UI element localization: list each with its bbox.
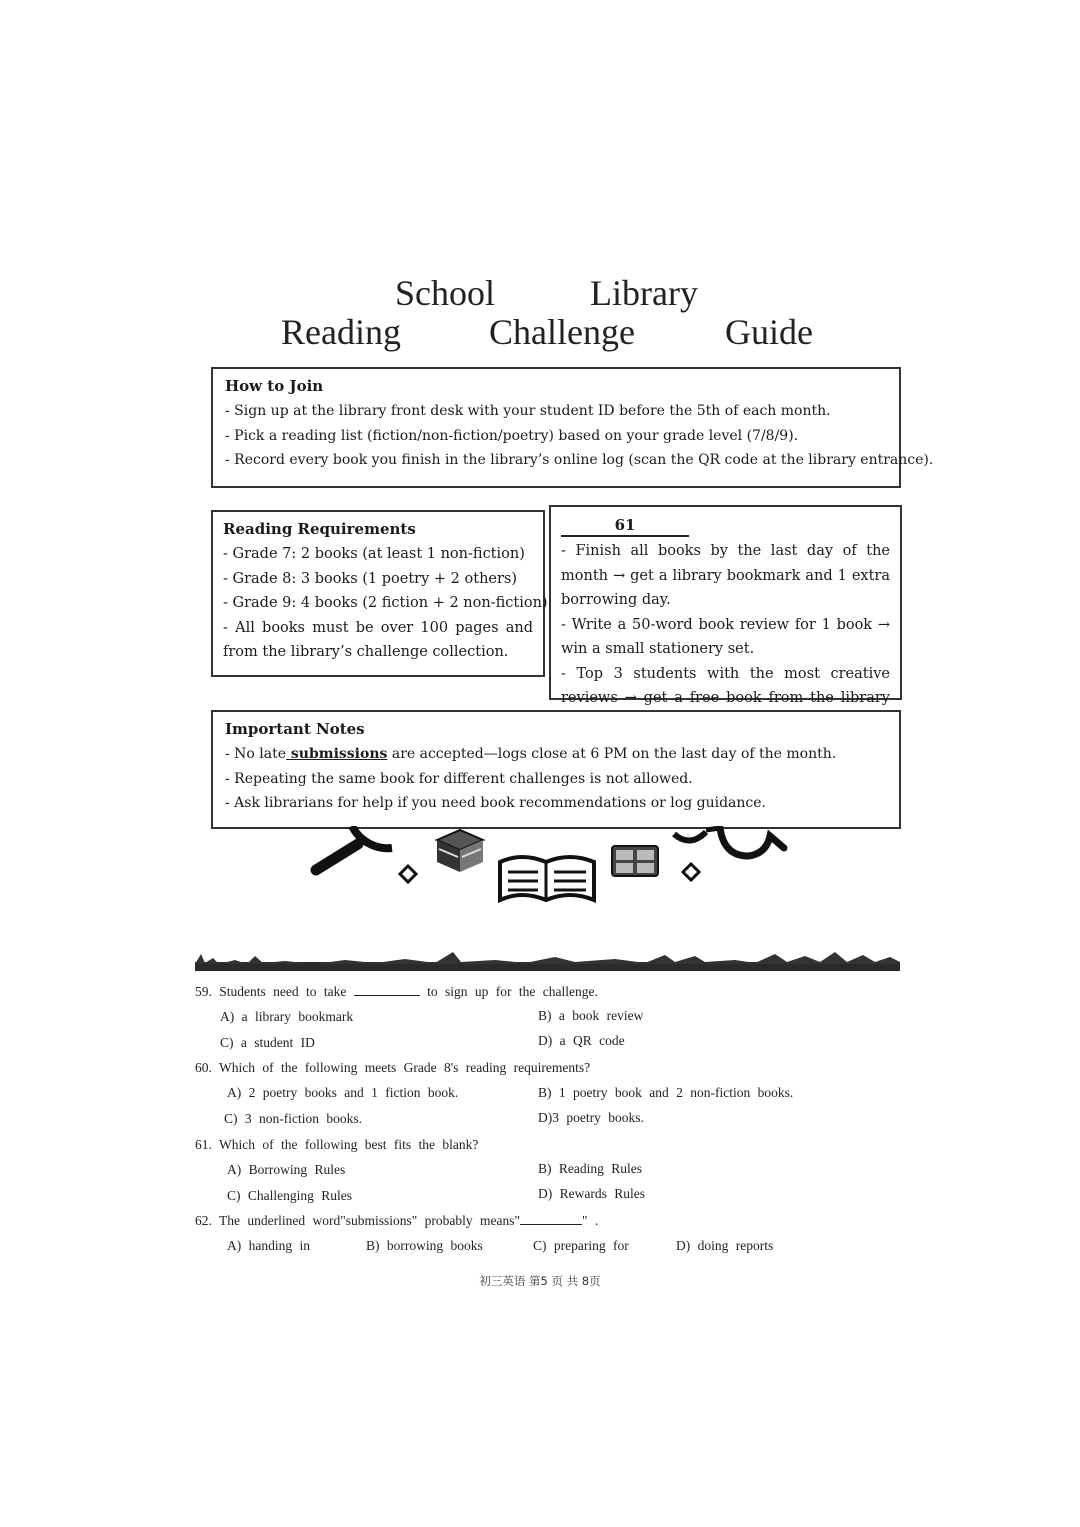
option-c: C) Challenging Rules: [227, 1188, 352, 1203]
grass-divider: [195, 950, 900, 972]
option-c: C) preparing for: [533, 1238, 629, 1253]
question-stem: " .: [582, 1213, 599, 1228]
option-a: A) Borrowing Rules: [227, 1162, 346, 1177]
option-d: D) doing reports: [676, 1238, 774, 1253]
question-60: 60. Which of the following meets Grade 8's reading requirements?: [195, 1060, 591, 1075]
note-text: are accepted—logs close at 6 PM on the last day of the month.: [387, 746, 837, 762]
how-to-join-box: [211, 367, 934, 488]
title-word-reading: Reading: [281, 312, 401, 352]
option-b: B) Reading Rules: [538, 1161, 642, 1176]
how-to-join-item: - Pick a reading list (fiction/non-fiction/poetry) based on your grade level (7/8/9).: [225, 427, 799, 444]
underlined-word-submissions: submissions: [286, 746, 388, 762]
option-c: C) 3 non-fiction books.: [224, 1111, 362, 1126]
how-to-join-item: - Sign up at the library front desk with your student ID before the 5th of each month.: [225, 403, 831, 419]
requirement-item: - Grade 9: 4 books (2 fiction + 2 non-fiction): [223, 595, 548, 611]
book-stack-icon: [437, 830, 483, 872]
note-text: - No late: [225, 746, 287, 762]
question-stem: 59. Students need to take: [195, 984, 347, 999]
option-a: A) a library bookmark: [220, 1009, 354, 1024]
note-item: - Repeating the same book for different challenges is not allowed.: [225, 770, 693, 787]
option-b: B) borrowing books: [366, 1238, 483, 1253]
requirement-item: - Grade 7: 2 books (at least 1 non-fiction): [223, 546, 525, 562]
blank-61-heading: 61: [561, 515, 689, 537]
question-62: [195, 1213, 598, 1229]
reward-item: - Write a 50-word book review for 1 book → win a small stationery set.: [561, 616, 890, 657]
reward-item: - Finish all books by the last day of the month → get a library bookmark and 1 extra borrowing day.: [561, 543, 890, 608]
answer-blank: [354, 995, 420, 996]
note-item: - Ask librarians for help if you need book recommendations or log guidance.: [225, 795, 766, 811]
page-footer: 初三英语 第5 页 共 8页: [479, 1274, 601, 1288]
requirement-item: - All books must be over 100 pages and from the library’s challenge collection.: [223, 619, 533, 660]
glasses-icon: [674, 828, 784, 856]
option-d: D)3 poetry books.: [538, 1110, 644, 1125]
sparkle-icon: [683, 864, 699, 880]
title-word-school: School: [395, 273, 496, 313]
rewards-box: [549, 505, 902, 706]
open-book-icon: [500, 857, 594, 900]
reading-requirements-box: [211, 510, 548, 677]
requirement-item: - Grade 8: 3 books (1 poetry + 2 others): [223, 570, 518, 587]
important-notes-box: [211, 710, 901, 829]
option-a: A) handing in: [227, 1238, 310, 1253]
question-61: 61. Which of the following best fits the blank?: [195, 1137, 479, 1152]
decorative-icons: [300, 826, 800, 906]
option-b: B) a book review: [538, 1008, 644, 1023]
option-d: D) Rewards Rules: [538, 1186, 645, 1201]
option-d: D) a QR code: [538, 1033, 625, 1048]
question-59: [195, 984, 598, 1000]
option-a: A) 2 poetry books and 1 fiction book.: [227, 1085, 459, 1100]
question-stem: 62. The underlined word"submissions" probably means": [195, 1213, 520, 1228]
how-to-join-item: - Record every book you finish in the library’s online log (scan the QR code at the library entrance).: [225, 452, 934, 468]
title-word-guide: Guide: [725, 312, 813, 352]
reading-requirements-heading: Reading Requirements: [223, 520, 416, 538]
note-item: [225, 742, 887, 767]
answer-blank: [520, 1224, 582, 1225]
reward-item: - Top 3 students with the most creative reviews → get a free book from the library: [561, 665, 890, 706]
sparkle-icon: [400, 866, 416, 882]
magnifier-icon: [316, 826, 392, 870]
cabinet-icon: [612, 846, 658, 876]
title-word-library: Library: [590, 273, 698, 313]
option-b: B) 1 poetry book and 2 non-fiction books.: [538, 1085, 794, 1100]
important-notes-heading: Important Notes: [225, 720, 365, 738]
title-word-challenge: Challenge: [489, 312, 635, 352]
option-c: C) a student ID: [220, 1035, 315, 1050]
how-to-join-heading: How to Join: [225, 377, 324, 395]
question-stem: to sign up for the challenge.: [427, 984, 598, 999]
